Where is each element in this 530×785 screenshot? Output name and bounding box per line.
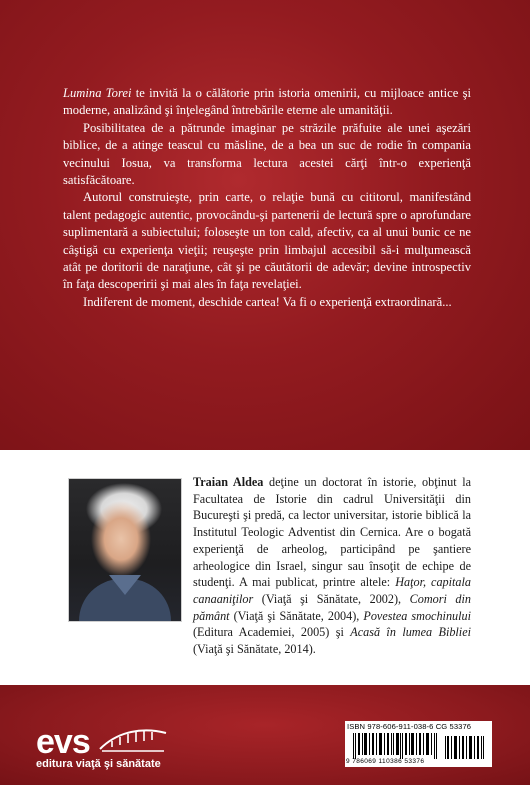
publisher-name: editura viaţă şi sănătate — [36, 758, 161, 770]
blurb-paragraph-1-text: te invită la o călătorie prin istoria omenirii, cu mijloace antice şi moderne, analizând şi înţelegând întrebările eterne ale umanităţii. — [63, 86, 471, 118]
author-book-3: Povestea smochinului — [363, 608, 471, 623]
blurb-paragraph-2: Posibilitatea de a pătrunde imaginar pe străzile prăfuite ale unei aşezări biblice, de a atinge teascul cu măsline, de a bea un suc de rodie în compania vecinului Iosua, va transforma lectura acestei cărţi într-o experienţă satisfăcătoare. — [63, 120, 471, 188]
book-title: Lumina Torei — [63, 86, 132, 100]
author-book-1-note: (Viaţă şi Sănătate, 2002), — [253, 591, 410, 606]
author-bio-intro: deţine un doctorat în istorie, obţinut la Facultatea de Istorie din cadrul Universităţii din Bucureşti şi predă, ca lector universitar, istorie biblică la Institutul Teologic Adventist din Cernica. Are o bogată experienţă de arheolog, participând pe şantiere arheologice din Israel, singur sau însoţit de echipe de studenţi. A mai publicat, printre altele: — [193, 475, 471, 590]
blurb-paragraph-4: Indiferent de moment, deschide cartea! Va fi o experienţă extraordinară... — [83, 294, 452, 309]
author-book-4: Acasă în lumea Bibliei — [350, 625, 471, 640]
isbn-label: ISBN 978-606-911-038-6 CG 53376 — [347, 722, 472, 731]
author-book-3-note: (Editura Academiei, 2005) şi — [193, 625, 351, 640]
author-name: Traian Aldea — [193, 475, 264, 489]
author-photo — [68, 478, 182, 622]
isbn-barcode-box — [345, 721, 492, 767]
publisher-logo — [36, 725, 176, 775]
book-blurb — [63, 85, 471, 311]
author-book-4-note: (Viaţă şi Sănătate, 2014). — [193, 642, 316, 657]
author-bio — [193, 474, 471, 658]
blurb-paragraph-1 — [63, 85, 471, 120]
blurb-paragraph-3: Autorul construieşte, prin carte, o relaţie bună cu cititorul, manifestând talent pedagogic autentic, provocându-şi partenerii de lectură spre o aprofundare suplimentară a subiectului; foloseşte un ton cald, afectiv, ca al unui bunic ce ne câştigă cu experienţa vieţii; reuşeşte prin limbajul accesibil să-i mulţumească atât pe doritorii de naraţiune, cât şi pe căutătorii de adevăr; devine introspectiv în faţa descoperirii şi mai ales în faţa revelaţiei. — [63, 190, 471, 292]
barcode-icon — [349, 733, 488, 759]
author-book-2-note: (Viaţă şi Sănătate, 2004), — [229, 608, 364, 623]
publisher-logo-mark: evs — [36, 723, 90, 761]
author-book-2: Comori din pământ — [193, 591, 472, 623]
author-book-1: Haţor, capitala canaaniţilor — [193, 575, 471, 606]
barcode-digits: 9 786069 110386 53376 — [346, 758, 425, 765]
publisher-swoosh-icon — [98, 727, 168, 753]
